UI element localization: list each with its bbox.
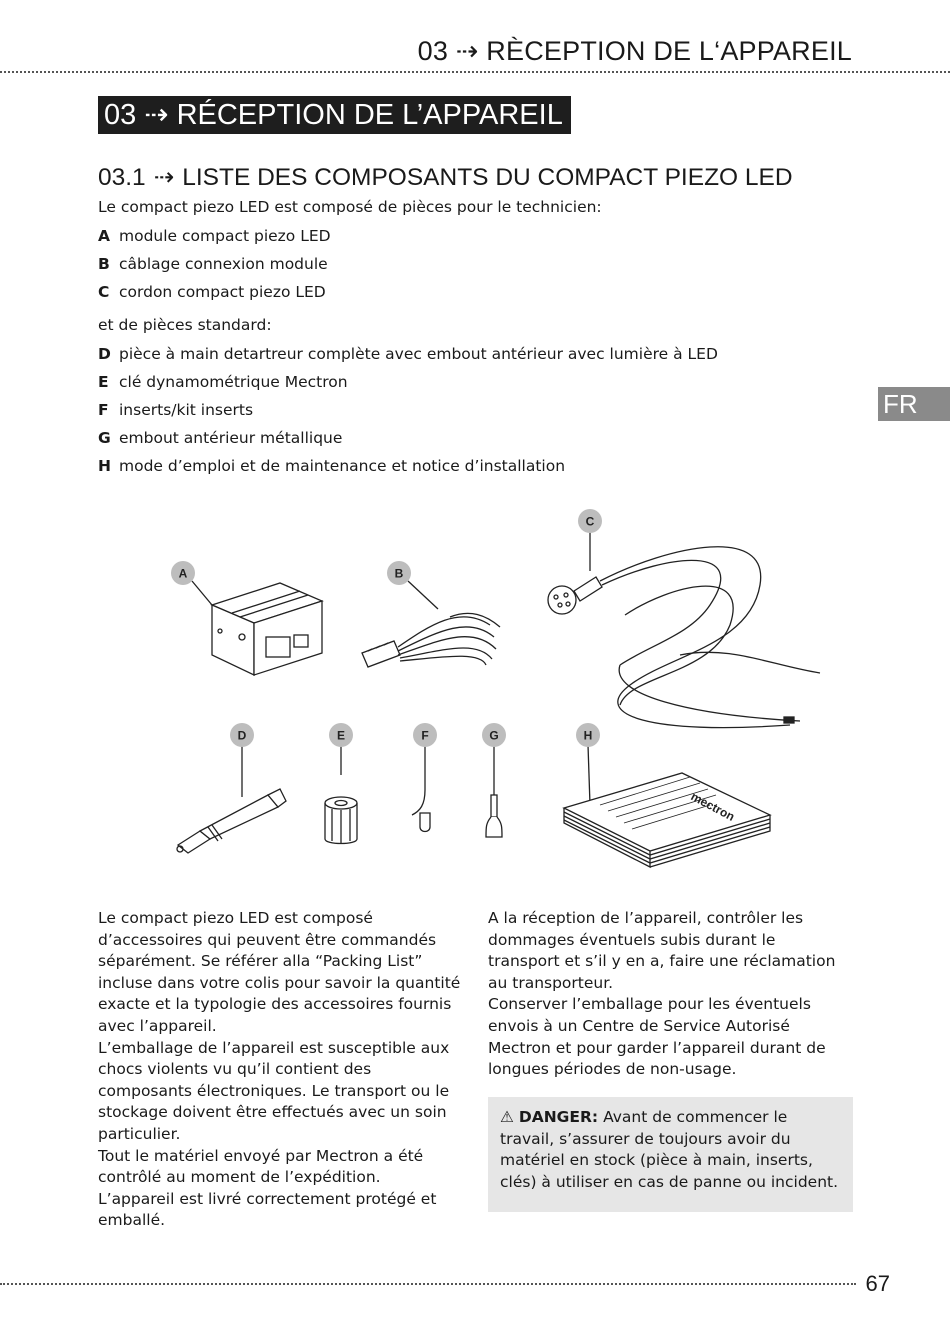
callout-label: B xyxy=(394,566,404,581)
paragraph: A la réception de l’appareil, contrôler les dommages éventuels subis durant le transport et s’il y en a, faire une réclamation au transporteur. xyxy=(488,909,836,992)
header-divider xyxy=(0,71,950,73)
callout-label: D xyxy=(237,728,247,743)
callout-a xyxy=(171,561,195,585)
item-text: mode d’emploi et de maintenance et notice d’installation xyxy=(119,457,566,475)
paragraph: Le compact piezo LED est composé d’accessoires qui peuvent être commandés séparément. Se référer alla “Packing List” incluse dans votre colis pour savoir la quantité exacte et la typologie des accessoires fournis avec l’appareil. xyxy=(98,909,461,1035)
item-text: clé dynamométrique Mectron xyxy=(119,373,348,391)
item-letter: D xyxy=(98,345,111,363)
callout-label: H xyxy=(583,728,593,743)
callout-c xyxy=(578,509,602,533)
subsection-heading: LISTE DES COMPOSANTS DU COMPACT PIEZO LED xyxy=(182,164,793,191)
page-number: 67 xyxy=(865,1271,890,1296)
item-text: module compact piezo LED xyxy=(119,227,331,245)
list-item xyxy=(98,396,718,424)
intro-standard: et de pièces standard: xyxy=(98,316,272,334)
item-letter: H xyxy=(98,457,111,475)
item-text: embout antérieur métallique xyxy=(119,429,343,447)
paragraph: L’emballage de l’appareil est susceptible aux chocs violents vu qu’il contient des composants électroniques. Le transport ou le stockage doivent être effectués avec un soin particulier. xyxy=(98,1038,450,1143)
section-number: 03 xyxy=(104,99,137,131)
callout-e xyxy=(329,723,353,747)
list-item xyxy=(98,340,718,368)
page-header-title: 03 ⇢ RÈCEPTION DE L‘APPAREIL xyxy=(417,36,852,66)
section-title: RÉCEPTION DE L’APPAREIL xyxy=(176,99,563,131)
callout-label: C xyxy=(585,514,595,529)
section-banner xyxy=(98,96,571,134)
callout-d xyxy=(230,723,254,747)
list-item xyxy=(98,250,331,278)
dotted-arrow-icon: ⇢ xyxy=(144,99,169,131)
list-item xyxy=(98,424,718,452)
danger-label: DANGER: xyxy=(518,1108,599,1126)
callout-f xyxy=(413,723,437,747)
callout-label: E xyxy=(336,728,346,743)
components-figure xyxy=(150,505,830,875)
callout-label: A xyxy=(178,566,188,581)
list-item xyxy=(98,222,331,250)
callout-label: G xyxy=(489,728,499,743)
dotted-arrow-icon: ⇢ xyxy=(153,164,175,191)
right-text-column xyxy=(488,908,848,1081)
paragraph: Conserver l’emballage pour les éventuels envois à un Centre de Service Autorisé Mectron et pour garder l’appareil durant de longues périodes de non-usage. xyxy=(488,995,826,1079)
item-letter: C xyxy=(98,283,110,301)
subsection-number: 03.1 xyxy=(98,164,146,191)
item-letter: A xyxy=(98,227,110,245)
technician-parts-list xyxy=(98,222,331,306)
left-text-column xyxy=(98,908,468,1232)
item-text: inserts/kit inserts xyxy=(119,401,254,419)
callout-b xyxy=(387,561,411,585)
footer-divider xyxy=(0,1283,856,1285)
subsection-title xyxy=(98,162,793,192)
danger-notice xyxy=(488,1097,853,1212)
paragraph: L’appareil est livré correctement protégé et emballé. xyxy=(98,1189,437,1230)
callout-label: F xyxy=(421,728,429,743)
paragraph: Tout le matériel envoyé par Mectron a été contrôlé au moment de l’expédition. xyxy=(98,1146,424,1187)
callout-g xyxy=(482,723,506,747)
item-letter: G xyxy=(98,429,111,447)
list-item xyxy=(98,452,718,480)
standard-parts-list xyxy=(98,340,718,480)
item-letter: F xyxy=(98,401,109,419)
manual-brand-text: mectron xyxy=(688,789,737,824)
danger-text: Avant de commencer le travail, s’assurer de toujours avoir du matériel en stock (pièce à main, inserts, clés) à utiliser en cas de panne ou incident. xyxy=(500,1108,839,1191)
item-letter: B xyxy=(98,255,110,273)
list-item xyxy=(98,368,718,396)
item-text: cordon compact piezo LED xyxy=(119,283,326,301)
intro-technician: Le compact piezo LED est composé de pièces pour le technicien: xyxy=(98,198,602,216)
item-text: câblage connexion module xyxy=(119,255,328,273)
language-tab: FR xyxy=(878,387,950,421)
list-item xyxy=(98,278,331,306)
item-letter: E xyxy=(98,373,109,391)
warning-triangle-icon: ⚠ xyxy=(500,1108,514,1126)
callout-h xyxy=(576,723,600,747)
item-text: pièce à main detartreur complète avec embout antérieur avec lumière à LED xyxy=(119,345,718,363)
